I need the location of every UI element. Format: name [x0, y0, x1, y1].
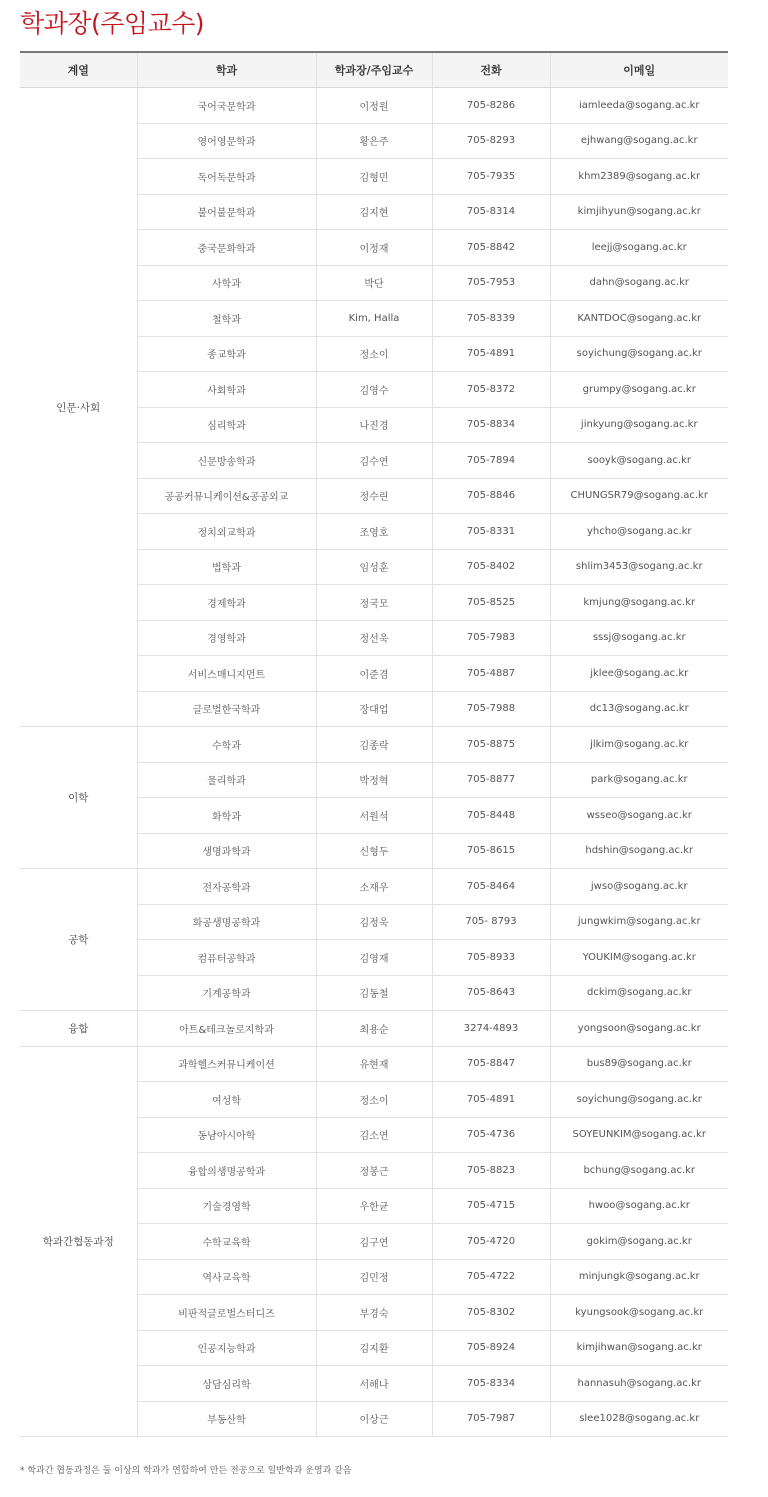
email-address: yhcho@sogang.ac.kr — [550, 514, 728, 550]
department-name: 신문방송학과 — [137, 443, 316, 479]
department-name: 상담심리학 — [137, 1366, 316, 1402]
phone-number: 705-8525 — [432, 585, 550, 621]
phone-number: 705-8877 — [432, 762, 550, 798]
phone-number: 705-4891 — [432, 1082, 550, 1118]
phone-number: 705-7988 — [432, 691, 550, 727]
phone-number: 705-8302 — [432, 1295, 550, 1331]
email-address: KANTDOC@sogang.ac.kr — [550, 301, 728, 337]
department-name: 종교학과 — [137, 336, 316, 372]
phone-number: 705-8339 — [432, 301, 550, 337]
phone-number: 705-7987 — [432, 1401, 550, 1437]
department-heads-table — [20, 51, 728, 1437]
email-address: wsseo@sogang.ac.kr — [550, 798, 728, 834]
phone-number: 705-8402 — [432, 549, 550, 585]
department-head: 정선욱 — [316, 620, 432, 656]
column-header-group: 계열 — [20, 52, 137, 88]
department-head: 이정재 — [316, 230, 432, 266]
department-name: 전자공학과 — [137, 869, 316, 905]
department-name: 수학교육학 — [137, 1224, 316, 1260]
department-name: 서비스매니지먼트 — [137, 656, 316, 692]
department-name: 사학과 — [137, 265, 316, 301]
department-name: 중국문화학과 — [137, 230, 316, 266]
department-head: 이정원 — [316, 88, 432, 124]
department-name: 아트&테크놀로지학과 — [137, 1011, 316, 1047]
email-address: sssj@sogang.ac.kr — [550, 620, 728, 656]
phone-number: 705-4736 — [432, 1117, 550, 1153]
email-address: jinkyung@sogang.ac.kr — [550, 407, 728, 443]
phone-number: 705-8293 — [432, 123, 550, 159]
footnote: * 학과간 협동과정은 둘 이상의 학과가 연합하여 만든 전공으로 일반학과 운영과 같음 — [20, 1466, 352, 1476]
department-name: 정치외교학과 — [137, 514, 316, 550]
email-address: leejj@sogang.ac.kr — [550, 230, 728, 266]
department-head: 김지현 — [316, 194, 432, 230]
department-name: 철학과 — [137, 301, 316, 337]
email-address: dahn@sogang.ac.kr — [550, 265, 728, 301]
email-address: park@sogang.ac.kr — [550, 762, 728, 798]
phone-number: 705-4715 — [432, 1188, 550, 1224]
email-address: bus89@sogang.ac.kr — [550, 1046, 728, 1082]
email-address: minjungk@sogang.ac.kr — [550, 1259, 728, 1295]
phone-number: 705-7894 — [432, 443, 550, 479]
table-row — [20, 869, 728, 905]
department-name: 인공지능학과 — [137, 1330, 316, 1366]
department-name: 화공생명공학과 — [137, 904, 316, 940]
phone-number: 705-4722 — [432, 1259, 550, 1295]
department-head: Kim, Halla — [316, 301, 432, 337]
department-head: 정국모 — [316, 585, 432, 621]
department-head: 조영호 — [316, 514, 432, 550]
department-name: 과학헬스커뮤니케이션 — [137, 1046, 316, 1082]
email-address: ejhwang@sogang.ac.kr — [550, 123, 728, 159]
department-head: 정소이 — [316, 336, 432, 372]
column-header-head: 학과장/주임교수 — [316, 52, 432, 88]
department-head: 김지환 — [316, 1330, 432, 1366]
phone-number: 705-8448 — [432, 798, 550, 834]
department-name: 수학과 — [137, 727, 316, 763]
phone-number: 705-4720 — [432, 1224, 550, 1260]
department-name: 컴퓨터공학과 — [137, 940, 316, 976]
department-name: 법학과 — [137, 549, 316, 585]
department-head: 유현재 — [316, 1046, 432, 1082]
department-head: 정봉근 — [316, 1153, 432, 1189]
phone-number: 705-8286 — [432, 88, 550, 124]
department-name: 경영학과 — [137, 620, 316, 656]
department-name: 역사교육학 — [137, 1259, 316, 1295]
department-name: 화학과 — [137, 798, 316, 834]
phone-number: 705-8924 — [432, 1330, 550, 1366]
phone-number: 705-8842 — [432, 230, 550, 266]
email-address: jwso@sogang.ac.kr — [550, 869, 728, 905]
phone-number: 705-8643 — [432, 975, 550, 1011]
department-head: 서해나 — [316, 1366, 432, 1402]
phone-number: 705-8331 — [432, 514, 550, 550]
department-head: 정수린 — [316, 478, 432, 514]
phone-number: 705-7935 — [432, 159, 550, 195]
department-name: 독어독문학과 — [137, 159, 316, 195]
department-head: 부경숙 — [316, 1295, 432, 1331]
department-head: 서원석 — [316, 798, 432, 834]
department-head: 우한균 — [316, 1188, 432, 1224]
email-address: kmjung@sogang.ac.kr — [550, 585, 728, 621]
email-address: khm2389@sogang.ac.kr — [550, 159, 728, 195]
department-head: 황은주 — [316, 123, 432, 159]
department-name: 국어국문학과 — [137, 88, 316, 124]
department-name: 부동산학 — [137, 1401, 316, 1437]
table-header-row — [20, 52, 728, 88]
table-row — [20, 1046, 728, 1082]
department-head: 임성훈 — [316, 549, 432, 585]
group-name: 융합 — [20, 1011, 137, 1047]
email-address: yongsoon@sogang.ac.kr — [550, 1011, 728, 1047]
group-name: 공학 — [20, 869, 137, 1011]
department-head: 장대업 — [316, 691, 432, 727]
email-address: gokim@sogang.ac.kr — [550, 1224, 728, 1260]
department-name: 경제학과 — [137, 585, 316, 621]
phone-number: 705-8314 — [432, 194, 550, 230]
department-head: 김동철 — [316, 975, 432, 1011]
phone-number: 705-8847 — [432, 1046, 550, 1082]
email-address: soyichung@sogang.ac.kr — [550, 1082, 728, 1118]
table-body — [20, 88, 728, 1437]
department-head: 김형민 — [316, 159, 432, 195]
phone-number: 705-8823 — [432, 1153, 550, 1189]
department-name: 글로벌한국학과 — [137, 691, 316, 727]
department-name: 생명과학과 — [137, 833, 316, 869]
department-head: 소재우 — [316, 869, 432, 905]
email-address: hannasuh@sogang.ac.kr — [550, 1366, 728, 1402]
email-address: hwoo@sogang.ac.kr — [550, 1188, 728, 1224]
department-head: 김수연 — [316, 443, 432, 479]
phone-number: 705-7953 — [432, 265, 550, 301]
department-name: 여성학 — [137, 1082, 316, 1118]
table-row — [20, 1011, 728, 1047]
email-address: bchung@sogang.ac.kr — [550, 1153, 728, 1189]
group-name: 이학 — [20, 727, 137, 869]
email-address: jungwkim@sogang.ac.kr — [550, 904, 728, 940]
department-name: 융합의생명공학과 — [137, 1153, 316, 1189]
department-name: 공공커뮤니케이션&공공외교 — [137, 478, 316, 514]
email-address: iamleeda@sogang.ac.kr — [550, 88, 728, 124]
phone-number: 705-8615 — [432, 833, 550, 869]
email-address: jlkim@sogang.ac.kr — [550, 727, 728, 763]
table-row — [20, 88, 728, 124]
department-name: 영어영문학과 — [137, 123, 316, 159]
email-address: kimjihyun@sogang.ac.kr — [550, 194, 728, 230]
email-address: hdshin@sogang.ac.kr — [550, 833, 728, 869]
department-head: 최용순 — [316, 1011, 432, 1047]
email-address: grumpy@sogang.ac.kr — [550, 372, 728, 408]
department-head: 이상근 — [316, 1401, 432, 1437]
department-head: 김구연 — [316, 1224, 432, 1260]
department-name: 기술경영학 — [137, 1188, 316, 1224]
email-address: CHUNGSR79@sogang.ac.kr — [550, 478, 728, 514]
department-head: 박정혁 — [316, 762, 432, 798]
phone-number: 705-8334 — [432, 1366, 550, 1402]
email-address: kyungsook@sogang.ac.kr — [550, 1295, 728, 1331]
column-header-department: 학과 — [137, 52, 316, 88]
column-header-phone: 전화 — [432, 52, 550, 88]
department-head: 김종락 — [316, 727, 432, 763]
department-name: 불어불문학과 — [137, 194, 316, 230]
department-head: 김정욱 — [316, 904, 432, 940]
email-address: jklee@sogang.ac.kr — [550, 656, 728, 692]
department-head: 김영수 — [316, 372, 432, 408]
department-head: 김영재 — [316, 940, 432, 976]
phone-number: 705-8933 — [432, 940, 550, 976]
department-head: 김소연 — [316, 1117, 432, 1153]
department-name: 기계공학과 — [137, 975, 316, 1011]
department-name: 사회학과 — [137, 372, 316, 408]
email-address: YOUKIM@sogang.ac.kr — [550, 940, 728, 976]
department-name: 물리학과 — [137, 762, 316, 798]
department-name: 비판적글로벌스터디즈 — [137, 1295, 316, 1331]
email-address: SOYEUNKIM@sogang.ac.kr — [550, 1117, 728, 1153]
department-head: 박단 — [316, 265, 432, 301]
column-header-email: 이메일 — [550, 52, 728, 88]
phone-number: 705-8875 — [432, 727, 550, 763]
phone-number: 705-8834 — [432, 407, 550, 443]
phone-number: 705-4891 — [432, 336, 550, 372]
phone-number: 705-8372 — [432, 372, 550, 408]
department-head: 신형두 — [316, 833, 432, 869]
group-name: 인문·사회 — [20, 88, 137, 727]
phone-number: 705- 8793 — [432, 904, 550, 940]
department-head: 이준겸 — [316, 656, 432, 692]
phone-number: 705-8846 — [432, 478, 550, 514]
email-address: soyichung@sogang.ac.kr — [550, 336, 728, 372]
email-address: kimjihwan@sogang.ac.kr — [550, 1330, 728, 1366]
email-address: shlim3453@sogang.ac.kr — [550, 549, 728, 585]
email-address: dc13@sogang.ac.kr — [550, 691, 728, 727]
department-name: 심리학과 — [137, 407, 316, 443]
email-address: dckim@sogang.ac.kr — [550, 975, 728, 1011]
page-title: 학과장(주임교수) — [20, 9, 205, 38]
group-name: 학과간협동과정 — [20, 1046, 137, 1437]
phone-number: 705-7983 — [432, 620, 550, 656]
phone-number: 705-8464 — [432, 869, 550, 905]
department-head: 정소이 — [316, 1082, 432, 1118]
department-head: 나진경 — [316, 407, 432, 443]
email-address: sooyk@sogang.ac.kr — [550, 443, 728, 479]
department-name: 동남아시아학 — [137, 1117, 316, 1153]
email-address: slee1028@sogang.ac.kr — [550, 1401, 728, 1437]
table-row — [20, 727, 728, 763]
department-head: 김민정 — [316, 1259, 432, 1295]
phone-number: 705-4887 — [432, 656, 550, 692]
phone-number: 3274-4893 — [432, 1011, 550, 1047]
